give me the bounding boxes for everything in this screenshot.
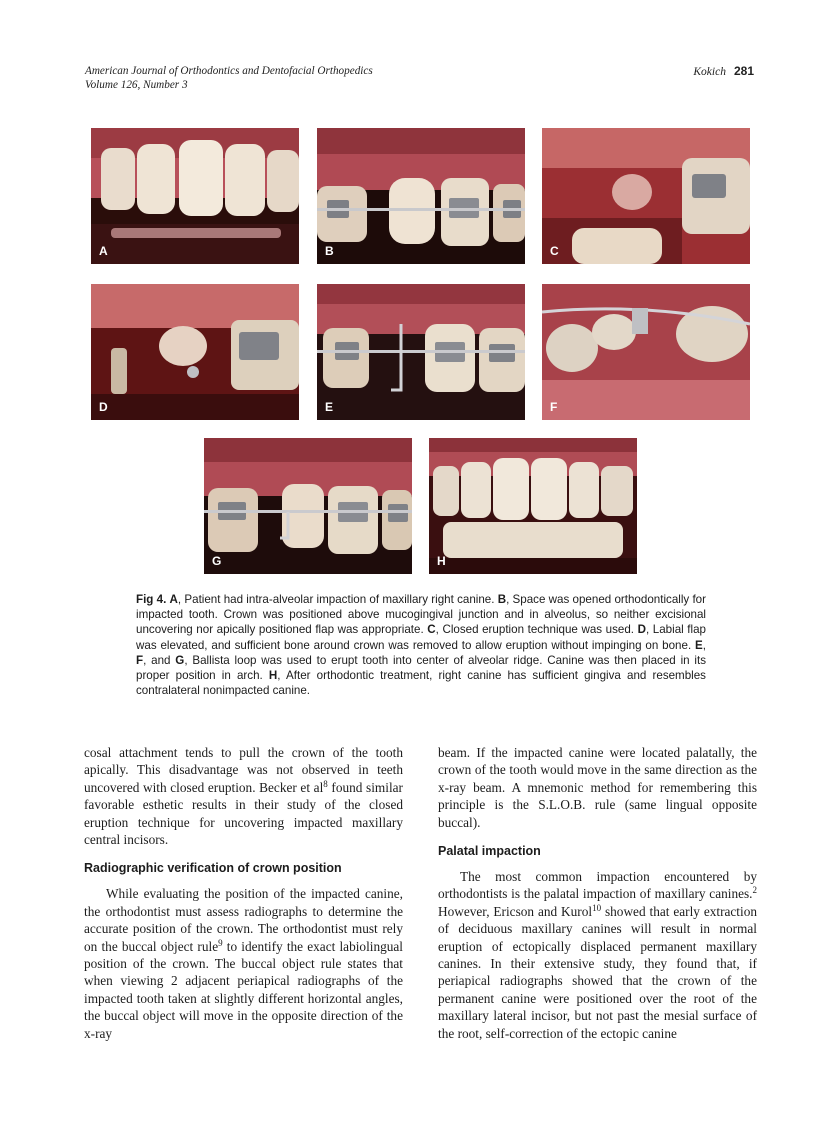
section-heading: Radiographic verification of crown position [84,861,342,876]
photo-panel-c [542,128,750,264]
paragraph: cosal attachment tends to pull the crown of the tooth apically. This disadvantage was not observed in teeth uncovered with closed eruption. Becker et $al^8$ found similar favorable esthetic results in their study of the closed eruption technique for uncovering impacted maxillary central incisors. [84,745,403,848]
running-header [85,64,373,92]
photo-panel-a [91,128,299,264]
fig-label: Fig 4. [136,593,167,606]
photo-panel-f [542,284,750,420]
panel-label-e: E [325,400,334,414]
right-column [438,744,757,1042]
panel-label-h: H [437,554,446,568]
paragraph: While evaluating the position of the impacted canine, the orthodontist must assess radiographs to determine the accurate position of the crown. The orthodontist must rely on the buccal object rule$^9$ to identify the exact labiolingual position of the crown. The buccal object rule states that when viewing 2 adjacent periapical radiographs of the impacted tooth taken at slightly different horizontal angles, the buccal object will move in the opposite direction of the x-ray [84,886,403,1041]
journal-title: American Journal of Orthodontics and Dentofacial Orthopedics [85,65,373,77]
panel-label-g: G [212,554,222,568]
panel-label-f: F [550,400,558,414]
panel-label-d: D [99,400,108,414]
page-number: 281 [733,64,754,78]
section-heading: Palatal impaction [438,844,541,859]
paragraph: beam. If the impacted canine were located palatally, the crown of the tooth would move in the same direction as the x-ray beam. A mnemonic method for remembering this principle is the S.L.O.B. rule (same lingual opposite buccal). [438,745,757,830]
figure-caption: Fig 4. A, Patient had intra-alveolar impaction of maxillary right canine. B, Space was opened orthodontically for impacted tooth. Crown was positioned above mucogingival junction and in alveolus, so neither excisional uncovering nor apically positioned flap was appropriate. C, Closed eruption technique was used. D, Labial flap was elevated, and sufficient bone around crown was removed to allow eruption without impinging on bone. E, F, and G, Ballista loop was used to erupt tooth into center of alveolar ridge. Canine was then placed in its proper position in arch. H, After orthodontic treatment, right canine has sufficient gingiva and resembles contralateral nonimpacted canine. [136,593,707,698]
paragraph: The most common impaction encountered by orthodontists is the palatal impaction of maxillary canines.$^2$ However, Ericson and Kurol$^{10}$ showed that early extraction of deciduous maxillary canines will result in normal eruption of ectopically displaced permanent maxillary canines. In their extensive study, they found that, if periapical radiographs showed that the crown of the permanent canine were positioned over the root of the maxillary lateral incisor, but not past the mesial surface of the root, self-correction of the ectopic canine [438,869,757,1041]
panel-label-a: A [99,244,108,258]
page-header-right [693,64,754,78]
photo-panel-e [317,284,525,420]
photo-panel-h [429,438,637,574]
photo-panel-g [204,438,412,574]
panel-label-b: B [325,244,334,258]
left-column [84,744,403,1042]
photo-panel-b [317,128,525,264]
author-name: Kokich [693,66,726,78]
journal-volume: Volume 126, Number 3 [85,79,188,91]
photo-panel-d [91,284,299,420]
panel-label-c: C [550,244,559,258]
